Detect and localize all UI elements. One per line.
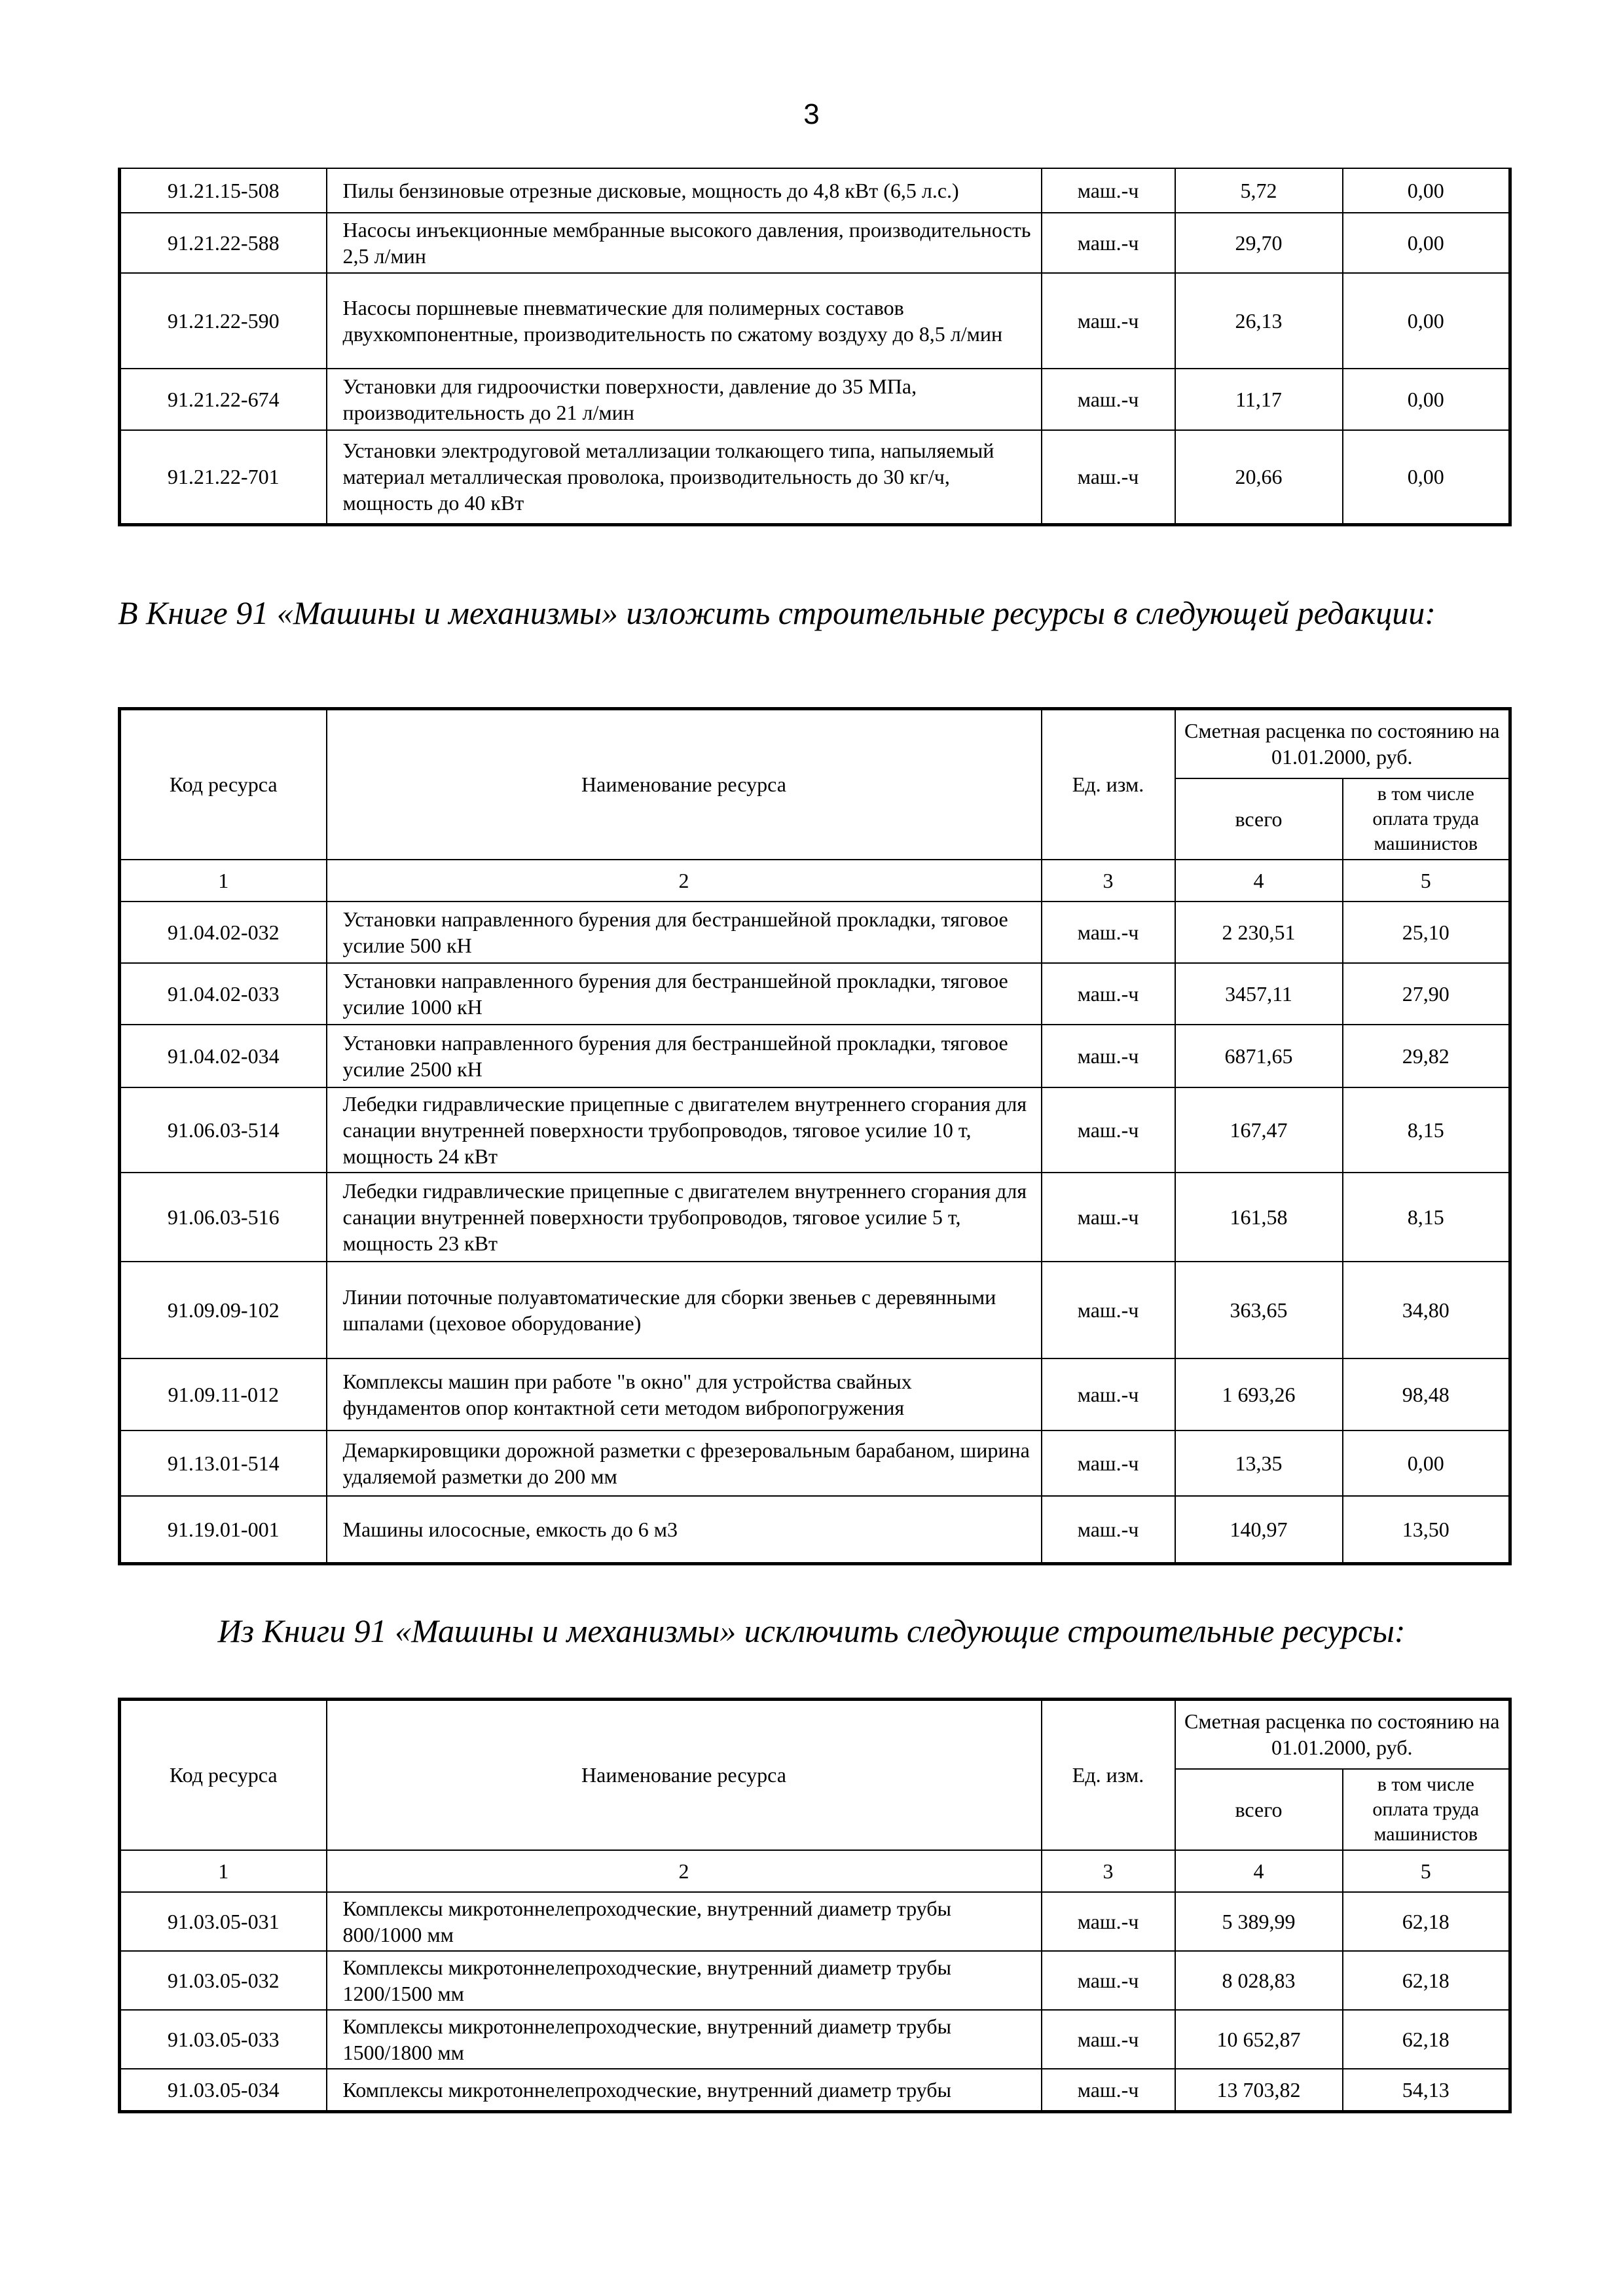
resource-unit: маш.-ч bbox=[1042, 1173, 1175, 1262]
table-row bbox=[120, 273, 1510, 369]
resource-name: Установки электродуговой металлизации толкающего типа, напыляемый материал металлическая проволока, производительность до 30 кг/ч, мощность до 40 кВт bbox=[327, 430, 1042, 524]
resource-unit: маш.-ч bbox=[1042, 2010, 1175, 2069]
table-row bbox=[120, 1496, 1510, 1564]
resource-code: 91.09.09-102 bbox=[120, 1262, 327, 1358]
price-total: 13 703,82 bbox=[1175, 2069, 1343, 2112]
price-labor: 0,00 bbox=[1343, 430, 1510, 524]
price-total: 3457,11 bbox=[1175, 963, 1343, 1025]
table-row bbox=[120, 1025, 1510, 1087]
column-index: 4 bbox=[1175, 860, 1343, 902]
table-row bbox=[120, 963, 1510, 1025]
resource-name: Пилы бензиновые отрезные дисковые, мощность до 4,8 кВт (6,5 л.с.) bbox=[327, 168, 1042, 213]
price-total: 29,70 bbox=[1175, 213, 1343, 273]
header-name: Наименование ресурса bbox=[327, 1700, 1042, 1850]
resource-code: 91.09.11-012 bbox=[120, 1358, 327, 1430]
price-labor: 0,00 bbox=[1343, 213, 1510, 273]
column-index: 2 bbox=[327, 1850, 1042, 1892]
resource-unit: маш.-ч bbox=[1042, 1951, 1175, 2010]
column-index: 5 bbox=[1343, 860, 1510, 902]
resource-name: Линии поточные полуавтоматические для сборки звеньев с деревянными шпалами (цеховое оборудование) bbox=[327, 1262, 1042, 1358]
resource-code: 91.06.03-516 bbox=[120, 1173, 327, 1262]
table-row bbox=[120, 430, 1510, 524]
resource-unit: маш.-ч bbox=[1042, 1430, 1175, 1496]
resource-unit: маш.-ч bbox=[1042, 1087, 1175, 1173]
resource-name: Установки направленного бурения для бестраншейной прокладки, тяговое усилие 1000 кН bbox=[327, 963, 1042, 1025]
heading-edit-resources: В Книге 91 «Машины и механизмы» изложить строительные ресурсы в следующей редакции: bbox=[118, 594, 1436, 631]
header-code: Код ресурса bbox=[120, 709, 327, 860]
resource-name: Лебедки гидравлические прицепные с двигателем внутреннего сгорания для санации внутренней поверхности трубопроводов, тяговое усилие 5 т, мощность 23 кВт bbox=[327, 1173, 1042, 1262]
header-price-group: Сметная расценка по состоянию на 01.01.2000, руб. bbox=[1175, 1700, 1510, 1769]
resource-name: Комплексы машин при работе "в окно" для устройства свайных фундаментов опор контактной сети методом вибропогружения bbox=[327, 1358, 1042, 1430]
table-row bbox=[120, 213, 1510, 273]
column-index: 3 bbox=[1042, 860, 1175, 902]
table-remove-body bbox=[120, 1892, 1510, 2112]
header-labor: в том числе оплата труда машинистов bbox=[1343, 1769, 1510, 1850]
table-row bbox=[120, 369, 1510, 430]
resource-name: Установки направленного бурения для бестраншейной прокладки, тяговое усилие 500 кН bbox=[327, 902, 1042, 963]
price-labor: 62,18 bbox=[1343, 1951, 1510, 2010]
page-number: 3 bbox=[803, 98, 820, 130]
price-total: 167,47 bbox=[1175, 1087, 1343, 1173]
table-row bbox=[120, 902, 1510, 963]
price-total: 161,58 bbox=[1175, 1173, 1343, 1262]
resource-unit: маш.-ч bbox=[1042, 273, 1175, 369]
table-row bbox=[120, 168, 1510, 213]
resource-name: Комплексы микротоннелепроходческие, внутренний диаметр трубы bbox=[327, 2069, 1042, 2112]
column-index: 1 bbox=[120, 860, 327, 902]
resource-code: 91.03.05-034 bbox=[120, 2069, 327, 2112]
column-index: 3 bbox=[1042, 1850, 1175, 1892]
price-labor: 62,18 bbox=[1343, 1892, 1510, 1951]
price-total: 13,35 bbox=[1175, 1430, 1343, 1496]
table-row bbox=[120, 1951, 1510, 2010]
column-index: 4 bbox=[1175, 1850, 1343, 1892]
price-labor: 8,15 bbox=[1343, 1087, 1510, 1173]
table-row bbox=[120, 1358, 1510, 1430]
price-total: 2 230,51 bbox=[1175, 902, 1343, 963]
resource-unit: маш.-ч bbox=[1042, 213, 1175, 273]
price-labor: 34,80 bbox=[1343, 1262, 1510, 1358]
resource-code: 91.04.02-034 bbox=[120, 1025, 327, 1087]
resource-unit: маш.-ч bbox=[1042, 430, 1175, 524]
column-index: 2 bbox=[327, 860, 1042, 902]
resource-name: Лебедки гидравлические прицепные с двигателем внутреннего сгорания для санации внутренней поверхности трубопроводов, тяговое усилие 10 т, мощность 24 кВт bbox=[327, 1087, 1042, 1173]
resource-name: Установки направленного бурения для бестраншейной прокладки, тяговое усилие 2500 кН bbox=[327, 1025, 1042, 1087]
price-total: 8 028,83 bbox=[1175, 1951, 1343, 2010]
price-labor: 25,10 bbox=[1343, 902, 1510, 963]
resource-unit: маш.-ч bbox=[1042, 168, 1175, 213]
price-total: 10 652,87 bbox=[1175, 2010, 1343, 2069]
resource-table-remove bbox=[118, 1698, 1512, 2113]
header-total: всего bbox=[1175, 778, 1343, 860]
resource-unit: маш.-ч bbox=[1042, 1262, 1175, 1358]
resource-name: Комплексы микротоннелепроходческие, внутренний диаметр трубы 1200/1500 мм bbox=[327, 1951, 1042, 2010]
resource-code: 91.21.22-701 bbox=[120, 430, 327, 524]
price-total: 20,66 bbox=[1175, 430, 1343, 524]
resource-code: 91.19.01-001 bbox=[120, 1496, 327, 1564]
resource-unit: маш.-ч bbox=[1042, 1025, 1175, 1087]
price-total: 11,17 bbox=[1175, 369, 1343, 430]
resource-unit: маш.-ч bbox=[1042, 1496, 1175, 1564]
resource-unit: маш.-ч bbox=[1042, 369, 1175, 430]
table-top-body bbox=[120, 168, 1510, 524]
header-total: всего bbox=[1175, 1769, 1343, 1850]
price-total: 6871,65 bbox=[1175, 1025, 1343, 1087]
table-row bbox=[120, 1262, 1510, 1358]
price-labor: 98,48 bbox=[1343, 1358, 1510, 1430]
price-total: 363,65 bbox=[1175, 1262, 1343, 1358]
resource-code: 91.21.15-508 bbox=[120, 168, 327, 213]
price-labor: 13,50 bbox=[1343, 1496, 1510, 1564]
column-index-row bbox=[120, 1850, 1510, 1892]
resource-name: Демаркировщики дорожной разметки с фрезеровальным барабаном, ширина удаляемой разметки до 200 мм bbox=[327, 1430, 1042, 1496]
price-labor: 0,00 bbox=[1343, 273, 1510, 369]
resource-code: 91.13.01-514 bbox=[120, 1430, 327, 1496]
resource-code: 91.21.22-588 bbox=[120, 213, 327, 273]
resource-name: Комплексы микротоннелепроходческие, внутренний диаметр трубы 800/1000 мм bbox=[327, 1892, 1042, 1951]
header-unit: Ед. изм. bbox=[1042, 1700, 1175, 1850]
price-labor: 0,00 bbox=[1343, 1430, 1510, 1496]
resource-table-edit bbox=[118, 707, 1512, 1565]
resource-code: 91.03.05-032 bbox=[120, 1951, 327, 2010]
price-labor: 62,18 bbox=[1343, 2010, 1510, 2069]
table-row bbox=[120, 2010, 1510, 2069]
resource-code: 91.04.02-032 bbox=[120, 902, 327, 963]
header-labor: в том числе оплата труда машинистов bbox=[1343, 778, 1510, 860]
table-row bbox=[120, 2069, 1510, 2112]
column-index: 1 bbox=[120, 1850, 327, 1892]
price-total: 5,72 bbox=[1175, 168, 1343, 213]
resource-table-continued bbox=[118, 168, 1512, 526]
table-edit-body bbox=[120, 902, 1510, 1564]
header-code: Код ресурса bbox=[120, 1700, 327, 1850]
header-price-group: Сметная расценка по состоянию на 01.01.2000, руб. bbox=[1175, 709, 1510, 778]
resource-code: 91.21.22-674 bbox=[120, 369, 327, 430]
price-total: 140,97 bbox=[1175, 1496, 1343, 1564]
table-row bbox=[120, 1173, 1510, 1262]
price-labor: 0,00 bbox=[1343, 168, 1510, 213]
resource-code: 91.03.05-031 bbox=[120, 1892, 327, 1951]
resource-unit: маш.-ч bbox=[1042, 1358, 1175, 1430]
resource-unit: маш.-ч bbox=[1042, 963, 1175, 1025]
price-total: 1 693,26 bbox=[1175, 1358, 1343, 1430]
price-labor: 29,82 bbox=[1343, 1025, 1510, 1087]
price-total: 26,13 bbox=[1175, 273, 1343, 369]
resource-name: Комплексы микротоннелепроходческие, внутренний диаметр трубы 1500/1800 мм bbox=[327, 2010, 1042, 2069]
table-row bbox=[120, 1892, 1510, 1951]
resource-code: 91.21.22-590 bbox=[120, 273, 327, 369]
column-index: 5 bbox=[1343, 1850, 1510, 1892]
price-labor: 54,13 bbox=[1343, 2069, 1510, 2112]
price-total: 5 389,99 bbox=[1175, 1892, 1343, 1951]
resource-unit: маш.-ч bbox=[1042, 1892, 1175, 1951]
resource-code: 91.03.05-033 bbox=[120, 2010, 327, 2069]
header-name: Наименование ресурса bbox=[327, 709, 1042, 860]
header-unit: Ед. изм. bbox=[1042, 709, 1175, 860]
resource-code: 91.06.03-514 bbox=[120, 1087, 327, 1173]
resource-unit: маш.-ч bbox=[1042, 2069, 1175, 2112]
heading-remove-resources: Из Книги 91 «Машины и механизмы» исключить следующие строительные ресурсы: bbox=[217, 1613, 1406, 1649]
resource-name: Насосы поршневые пневматические для полимерных составов двухкомпонентные, производительность по сжатому воздуху до 8,5 л/мин bbox=[327, 273, 1042, 369]
price-labor: 8,15 bbox=[1343, 1173, 1510, 1262]
table-row bbox=[120, 1430, 1510, 1496]
resource-name: Насосы инъекционные мембранные высокого давления, производительность 2,5 л/мин bbox=[327, 213, 1042, 273]
price-labor: 27,90 bbox=[1343, 963, 1510, 1025]
resource-name: Установки для гидроочистки поверхности, давление до 35 МПа, производительность до 21 л/мин bbox=[327, 369, 1042, 430]
resource-unit: маш.-ч bbox=[1042, 902, 1175, 963]
table-row bbox=[120, 1087, 1510, 1173]
resource-code: 91.04.02-033 bbox=[120, 963, 327, 1025]
price-labor: 0,00 bbox=[1343, 369, 1510, 430]
column-index-row bbox=[120, 860, 1510, 902]
resource-name: Машины илососные, емкость до 6 м3 bbox=[327, 1496, 1042, 1564]
